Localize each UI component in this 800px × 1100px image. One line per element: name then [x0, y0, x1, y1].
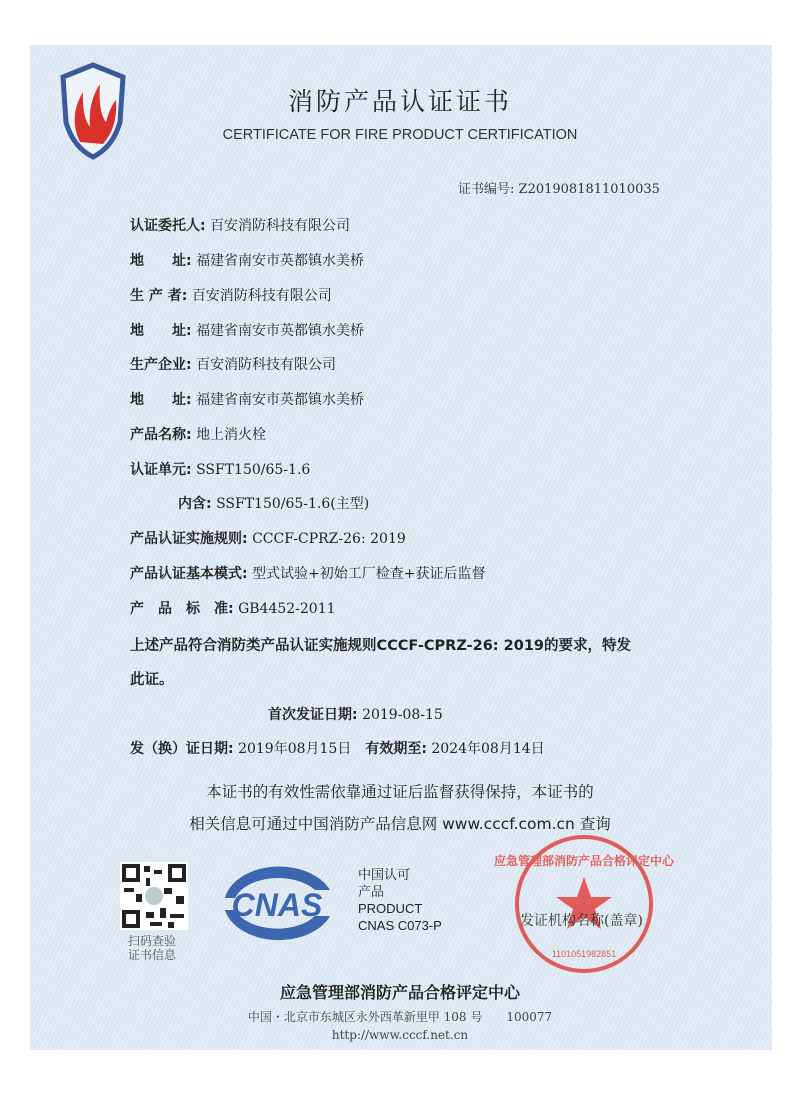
svg-text:应急管理部消防产品合格评定中心: 应急管理部消防产品合格评定中心 [493, 854, 675, 868]
certificate-number: 证书编号: Z2019081811010035 [458, 182, 660, 197]
field-label: 地 址: [130, 392, 192, 408]
cnas-text: 中国认可 产品 PRODUCT CNAS C073-P [358, 867, 442, 933]
first-issue-date: 首次发证日期: 2019-08-15 [268, 707, 443, 723]
field-value: SSFT150/65-1.6 [196, 462, 311, 478]
field-value: 百安消防科技有限公司 [196, 357, 337, 373]
field-value: 百安消防科技有限公司 [210, 218, 351, 234]
notice-line-2: 相关信息可通过中国消防产品信息网 www.cccf.com.cn 查询 [189, 815, 611, 833]
field-label: 地 址: [130, 323, 192, 339]
cnas-logo [215, 860, 340, 945]
field-label: 生产企业: [130, 357, 192, 373]
field-value: CCCF-CPRZ-26: 2019 [252, 531, 406, 547]
field-label: 认证单元: [130, 462, 192, 478]
field-row [130, 320, 364, 340]
field-row [130, 389, 364, 409]
field-value: GB4452-2011 [238, 601, 336, 617]
field-value: 福建省南安市英都镇水美桥 [196, 323, 365, 339]
notice-line-1: 本证书的有效性需依靠通过证后监督获得保持，本证书的 [206, 783, 594, 801]
field-row [130, 215, 350, 235]
svg-text:1101051982851: 1101051982851 [551, 949, 617, 959]
field-value: 福建省南安市英都镇水美桥 [196, 253, 365, 269]
issuer-caption: 发证机构名称(盖章) [520, 913, 643, 929]
field-row [130, 528, 406, 548]
field-label: 产 品 标 准: [130, 601, 234, 617]
organization-url[interactable]: http://www.cccf.net.cn [331, 1028, 469, 1042]
field-row [130, 459, 310, 479]
field-row [130, 424, 266, 444]
field-label: 产品认证实施规则: [130, 531, 248, 547]
field-value: 百安消防科技有限公司 [191, 288, 332, 304]
field-value: 福建省南安市英都镇水美桥 [196, 392, 365, 408]
field-label: 产品名称: [130, 427, 192, 443]
field-value: 型式试验+初始工厂检查+获证后监督 [252, 566, 486, 582]
field-label: 内含: [178, 496, 212, 512]
statement-line-1: 上述产品符合消防类产品认证实施规则CCCF-CPRZ-26: 2019的要求，特发 [130, 638, 631, 654]
issue-date: 发（换）证日期: 2019年08月15日 有效期至: 2024年08月14日 [130, 741, 545, 757]
issuing-organization: 应急管理部消防产品合格评定中心 [279, 983, 520, 1002]
qr-code [120, 862, 188, 930]
field-value: 地上消火栓 [196, 427, 267, 443]
field-row [130, 598, 336, 618]
field-row [130, 563, 486, 583]
field-value: SSFT150/65-1.6(主型) [216, 496, 370, 512]
field-row [130, 354, 336, 374]
official-seal [493, 835, 675, 973]
certificate-title: 消防产品认证证书 [287, 87, 512, 116]
field-row [130, 250, 364, 270]
field-row [130, 285, 332, 305]
statement-line-2: 此证。 [130, 672, 174, 688]
field-label: 认证委托人: [130, 218, 206, 234]
field-label: 地 址: [130, 253, 192, 269]
qr-caption: 扫码查验 证书信息 [128, 934, 177, 962]
field-label: 产品认证基本模式: [130, 566, 248, 582]
certificate-subtitle: CERTIFICATE FOR FIRE PRODUCT CERTIFICATION [222, 127, 578, 143]
field-row [178, 493, 369, 513]
svg-text:CNAS: CNAS [231, 887, 323, 923]
field-label: 生 产 者: [130, 288, 188, 304]
organization-address: 中国・北京市东城区永外西革新里甲 108 号 100077 [247, 1010, 553, 1024]
